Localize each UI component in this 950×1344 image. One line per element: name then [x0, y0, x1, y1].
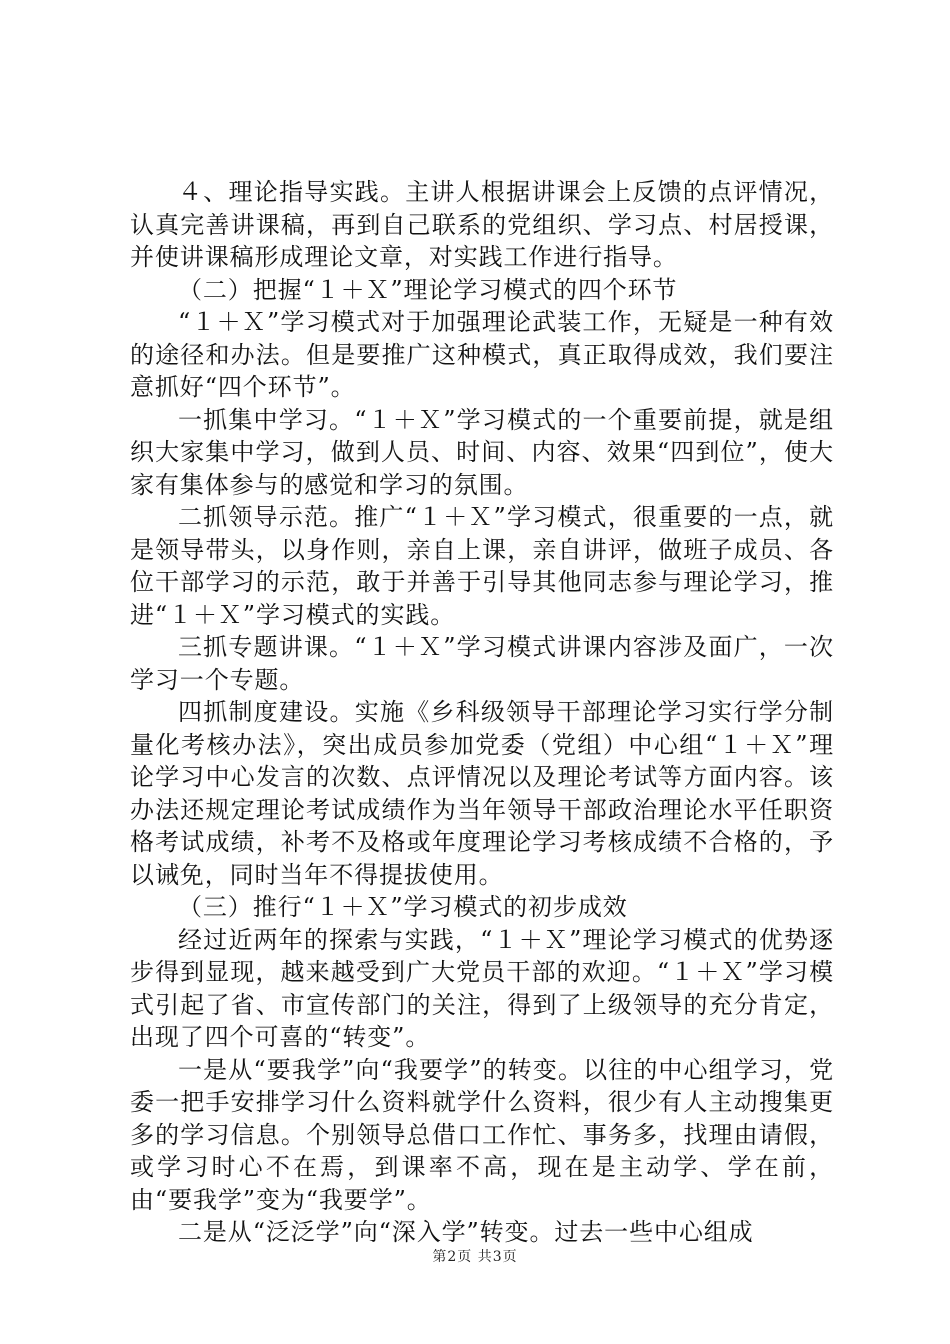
paragraph: 经过近两年的探索与实践，“１＋Ｘ”理论学习模式的优势逐步得到显现，越来越受到广大党员干部的欢迎。“１＋Ｘ”学习模式引起了省、市宣传部门的关注，得到了上级领导的充分肯定，出现了四个可喜的“转变”。	[130, 925, 834, 1051]
document-body	[130, 176, 834, 1249]
section-heading: （三）推行“１＋Ｘ”学习模式的初步成效	[178, 893, 628, 921]
paragraph: 二是从“泛泛学”向“深入学”转变。过去一些中心组成	[178, 1218, 754, 1246]
paragraph: 三抓专题讲课。“１＋Ｘ”学习模式讲课内容涉及面广，一次学习一个专题。	[130, 633, 834, 694]
section-heading: （二）把握“１＋Ｘ”理论学习模式的四个环节	[178, 275, 678, 304]
page-number-footer: 第2页 共3页	[432, 1249, 518, 1265]
paragraph: 一抓集中学习。“１＋Ｘ”学习模式的一个重要前提，就是组织大家集中学习，做到人员、时间、内容、效果“四到位”，使大家有集体参与的感觉和学习的氛围。	[130, 405, 834, 499]
paragraph: 四抓制度建设。实施《乡科级领导干部理论学习实行学分制量化考核办法》，突出成员参加党委（党组）中心组“１＋Ｘ”理论学习中心发言的次数、点评情况以及理论考试等方面内容。该办法还规定理论考试成绩作为当年领导干部政治理论水平任职资格考试成绩，补考不及格或年度理论学习考核成绩不合格的，予以诫免，同时当年不得提拔使用。	[130, 698, 834, 889]
paragraph: 一是从“要我学”向“我要学”的转变。以往的中心组学习，党委一把手安排学习什么资料就学什么资料，很少有人主动搜集更多的学习信息。个别领导总借口工作忙、事务多，找理由请假，或学习时心不在焉，到课率不高，现在是主动学、学在前，由“要我学”变为“我要学”。	[130, 1055, 834, 1214]
paragraph: ４、理论指导实践。主讲人根据讲课会上反馈的点评情况，认真完善讲课稿，再到自己联系的党组织、学习点、村居授课，并使讲课稿形成理论文章，对实践工作进行指导。	[130, 178, 834, 271]
paragraph: 二抓领导示范。推广“１＋Ｘ”学习模式，很重要的一点，就是领导带头，以身作则，亲自上课，亲自讲评，做班子成员、各位干部学习的示范，敢于并善于引导其他同志参与理论学习，推进“１＋Ｘ”学习模式的实践。	[130, 503, 834, 629]
paragraph: “１＋Ｘ”学习模式对于加强理论武装工作，无疑是一种有效的途径和办法。但是要推广这种模式，真正取得成效，我们要注意抓好“四个环节”。	[130, 308, 834, 401]
